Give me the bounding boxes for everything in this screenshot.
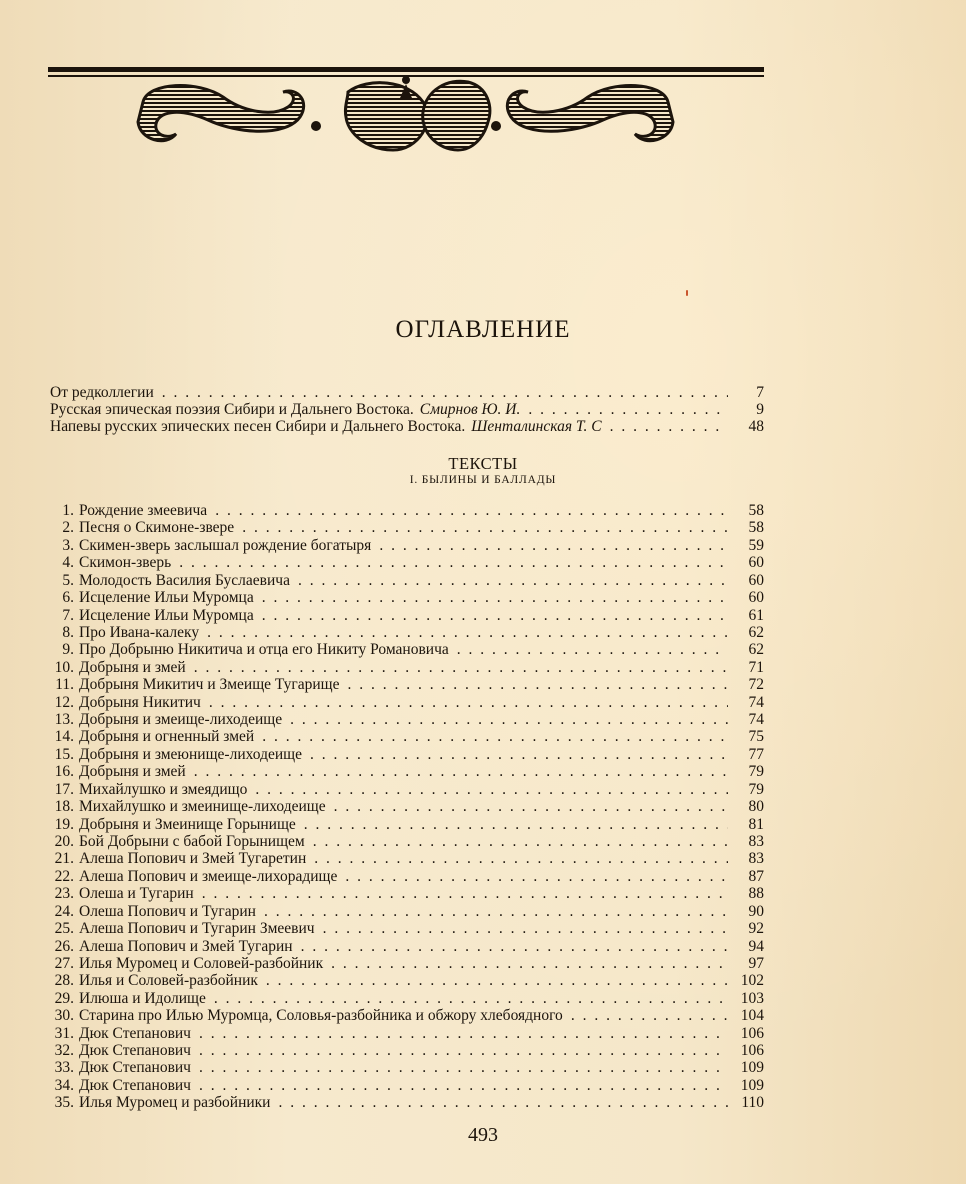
entry-title: Дюк Степанович (79, 1059, 191, 1077)
entry-page: 59 (748, 536, 764, 554)
entry-page: 62 (748, 641, 764, 659)
contents-row (50, 676, 764, 693)
entry-page: 62 (748, 623, 764, 641)
entry-page: 87 (748, 867, 764, 885)
front-matter-text: Русская эпическая поэзия Сибири и Дальнего Востока. (50, 401, 414, 418)
entry-title: Старина про Илью Муромца, Соловья-разбойника и обжору хлебоядного (79, 1007, 563, 1025)
entry-title: Алеша Попович и Змей Тугаретин (79, 850, 307, 868)
contents-row (50, 519, 764, 536)
entry-number: 28. (54, 972, 74, 990)
entry-title: Добрыня и змей (79, 763, 186, 781)
leader-dots (199, 1059, 728, 1076)
entry-number: 13. (54, 711, 74, 729)
entry-page: 106 (740, 1024, 764, 1042)
entry-number: 9. (62, 641, 74, 659)
entry-page: 74 (748, 711, 764, 729)
entry-title: Бой Добрыни с бабой Горынищем (79, 832, 305, 850)
contents-row (50, 641, 764, 658)
entry-page: 103 (740, 989, 764, 1007)
leader-dots (194, 659, 728, 676)
entry-title: Илья Муромец и разбойники (79, 1094, 271, 1112)
leader-dots (179, 554, 728, 571)
entry-title: Илья и Соловей-разбойник (79, 972, 258, 990)
leader-dots (345, 868, 728, 885)
leader-dots (262, 607, 728, 624)
entry-title: Олеша и Тугарин (79, 885, 194, 903)
entry-number: 20. (54, 832, 74, 850)
entry-title: Добрыня Микитич и Змеище Тугарище (79, 676, 340, 694)
entry-title: Илюша и Идолище (79, 989, 206, 1007)
entry-title: Исцеление Ильи Муромца (79, 589, 254, 607)
entry-title: Добрыня и змеище-лиходеище (79, 711, 283, 729)
leader-dots (310, 746, 728, 763)
entry-title: Дюк Степанович (79, 1042, 191, 1060)
entry-page: 83 (748, 832, 764, 850)
entry-title: Михайлушко и змеинище-лиходеище (79, 798, 326, 816)
contents-row (50, 990, 764, 1007)
entry-number: 22. (54, 867, 74, 885)
leader-dots (209, 694, 728, 711)
entry-title: Про Добрыню Никитича и отца его Никиту Романовича (79, 641, 449, 659)
contents-row (50, 572, 764, 589)
leader-dots (264, 903, 728, 920)
entry-number: 24. (54, 902, 74, 920)
leader-dots (215, 502, 728, 519)
entry-page: 81 (748, 815, 764, 833)
entry-page: 88 (748, 885, 764, 903)
entry-title: Исцеление Ильи Муромца (79, 606, 254, 624)
contents-row (50, 1059, 764, 1076)
entry-number: 6. (62, 589, 74, 607)
entry-number: 15. (54, 745, 74, 763)
entry-page: 80 (748, 798, 764, 816)
entry-page: 109 (740, 1076, 764, 1094)
entry-title: Олеша Попович и Тугарин (79, 902, 256, 920)
entry-number: 31. (54, 1024, 74, 1042)
entry-title: Скимен-зверь заслышал рождение богатыря (79, 536, 372, 554)
front-matter-page: 7 (756, 384, 764, 401)
contents-row (50, 763, 764, 780)
entry-page: 110 (741, 1094, 764, 1112)
entry-number: 18. (54, 798, 74, 816)
contents-row (50, 554, 764, 571)
entry-number: 7. (62, 606, 74, 624)
contents-row (50, 798, 764, 815)
leader-dots (298, 572, 728, 589)
entry-title: Михайлушко и змеядищо (79, 780, 248, 798)
entry-number: 3. (62, 536, 74, 554)
entry-number: 23. (54, 885, 74, 903)
contents-row (50, 1025, 764, 1042)
entry-number: 10. (54, 658, 74, 676)
entry-page: 90 (748, 902, 764, 920)
entry-number: 1. (62, 502, 74, 519)
leader-dots (266, 972, 728, 989)
entry-number: 32. (54, 1042, 74, 1060)
contents-row (50, 903, 764, 920)
entry-page: 72 (748, 676, 764, 694)
ornamental-header-icon (48, 62, 764, 162)
entry-title: Илья Муромец и Соловей-разбойник (79, 954, 324, 972)
entry-number: 29. (54, 989, 74, 1007)
contents-row (50, 955, 764, 972)
leader-dots (199, 1042, 728, 1059)
contents-row (50, 694, 764, 711)
entry-title: Дюк Степанович (79, 1024, 191, 1042)
contents-row (50, 938, 764, 955)
front-matter-text: От редколлегии (50, 384, 154, 401)
entry-page: 92 (748, 920, 764, 938)
entry-number: 8. (62, 623, 74, 641)
entry-title: Песня о Скимоне-звере (79, 519, 235, 537)
entry-number: 4. (62, 554, 74, 572)
contents-row (50, 589, 764, 606)
page-number: 493 (468, 1124, 498, 1146)
leader-dots (262, 728, 728, 745)
entry-number: 2. (62, 519, 74, 537)
entry-page: 79 (748, 780, 764, 798)
entry-number: 12. (54, 693, 74, 711)
front-matter-row (50, 418, 764, 435)
leader-dots (194, 763, 728, 780)
leader-dots (301, 938, 728, 955)
leader-dots (304, 816, 728, 833)
entry-title: Алеша Попович и Змей Тугарин (79, 937, 293, 955)
contents-row (50, 607, 764, 624)
contents-row (50, 885, 764, 902)
front-matter-row (50, 384, 764, 401)
entry-page: 75 (748, 728, 764, 746)
leader-dots (242, 519, 728, 536)
contents-row (50, 850, 764, 867)
contents-row (50, 746, 764, 763)
contents-row (50, 728, 764, 745)
contents-row (50, 1077, 764, 1094)
entry-page: 74 (748, 693, 764, 711)
leader-dots (262, 589, 728, 606)
entry-number: 11. (55, 676, 74, 694)
front-matter-page: 9 (756, 401, 764, 418)
entry-page: 61 (748, 606, 764, 624)
contents-row (50, 972, 764, 989)
entry-page: 97 (748, 954, 764, 972)
page-title: ОГЛАВЛЕНИЕ (395, 316, 571, 343)
leader-dots (610, 418, 728, 435)
entry-number: 25. (54, 920, 74, 938)
entry-title: Рождение змеевича (79, 502, 208, 519)
leader-dots (313, 833, 728, 850)
contents-row (50, 920, 764, 937)
entry-page: 60 (748, 571, 764, 589)
entry-page: 58 (748, 519, 764, 537)
entry-page: 102 (740, 972, 764, 990)
leader-dots (323, 920, 728, 937)
section-title: ТЕКСТЫ (448, 454, 518, 473)
entry-title: Скимон-зверь (79, 554, 172, 572)
leader-dots (278, 1094, 728, 1111)
entry-number: 14. (54, 728, 74, 746)
entry-number: 26. (54, 937, 74, 955)
leader-dots (571, 1007, 728, 1024)
contents-row (50, 781, 764, 798)
entry-title: Добрыня и змей (79, 658, 186, 676)
contents-row (50, 833, 764, 850)
subsection-title: I. БЫЛИНЫ И БАЛЛАДЫ (409, 474, 557, 486)
contents-row (50, 502, 764, 519)
leader-dots (199, 1077, 728, 1094)
entry-title: Алеша Попович и Тугарин Змеевич (79, 920, 315, 938)
entry-number: 35. (54, 1094, 74, 1112)
front-matter-text: Напевы русских эпических песен Сибири и Дальнего Востока. (50, 418, 466, 435)
contents-row (50, 816, 764, 833)
entry-title: Добрыня и Змеинище Горынище (79, 815, 296, 833)
leader-dots (162, 384, 728, 401)
entry-title: Молодость Василия Буслаевича (79, 571, 290, 589)
leader-dots (202, 885, 728, 902)
entry-title: Дюк Степанович (79, 1076, 191, 1094)
entry-page: 77 (748, 745, 764, 763)
front-matter-author: Смирнов Ю. И. (419, 401, 521, 418)
entry-number: 33. (54, 1059, 74, 1077)
entry-title: Добрыня Никитич (79, 693, 201, 711)
leader-dots (290, 711, 728, 728)
contents-row (50, 1094, 764, 1111)
contents-row (50, 537, 764, 554)
entry-page: 106 (740, 1042, 764, 1060)
contents-row (50, 624, 764, 641)
entry-page: 109 (740, 1059, 764, 1077)
entry-number: 27. (54, 954, 74, 972)
leader-dots (379, 537, 728, 554)
contents-row (50, 868, 764, 885)
entry-number: 30. (54, 1007, 74, 1025)
entry-page: 104 (740, 1007, 764, 1025)
leader-dots (314, 850, 728, 867)
entry-title: Алеша Попович и змеище-лихорадище (79, 867, 338, 885)
entry-title: Добрыня и огненный змей (79, 728, 255, 746)
front-matter-row (50, 401, 764, 418)
entry-title: Добрыня и змеюнище-лиходеище (79, 745, 302, 763)
front-matter-author: Шенталинская Т. С (471, 418, 602, 435)
leader-dots (207, 624, 728, 641)
entry-page: 94 (748, 937, 764, 955)
leader-dots (214, 990, 728, 1007)
contents-row (50, 659, 764, 676)
entry-page: 83 (748, 850, 764, 868)
leader-dots (255, 781, 728, 798)
entry-number: 17. (54, 780, 74, 798)
leader-dots (457, 641, 728, 658)
leader-dots (528, 401, 728, 418)
entry-page: 60 (748, 589, 764, 607)
entry-page: 79 (748, 763, 764, 781)
entry-page: 60 (748, 554, 764, 572)
entry-title: Про Ивана-калеку (79, 623, 200, 641)
leader-dots (334, 798, 728, 815)
entry-number: 21. (54, 850, 74, 868)
leader-dots (331, 955, 728, 972)
contents-row (50, 711, 764, 728)
front-matter-page: 48 (748, 418, 764, 435)
leader-dots (347, 676, 728, 693)
paper-mark (686, 290, 688, 296)
entry-page: 58 (748, 502, 764, 519)
leader-dots (199, 1025, 728, 1042)
entry-number: 19. (54, 815, 74, 833)
contents-row (50, 1042, 764, 1059)
entry-number: 16. (54, 763, 74, 781)
contents-row (50, 1007, 764, 1024)
entry-page: 71 (748, 658, 764, 676)
entry-number: 34. (54, 1076, 74, 1094)
entry-number: 5. (62, 571, 74, 589)
